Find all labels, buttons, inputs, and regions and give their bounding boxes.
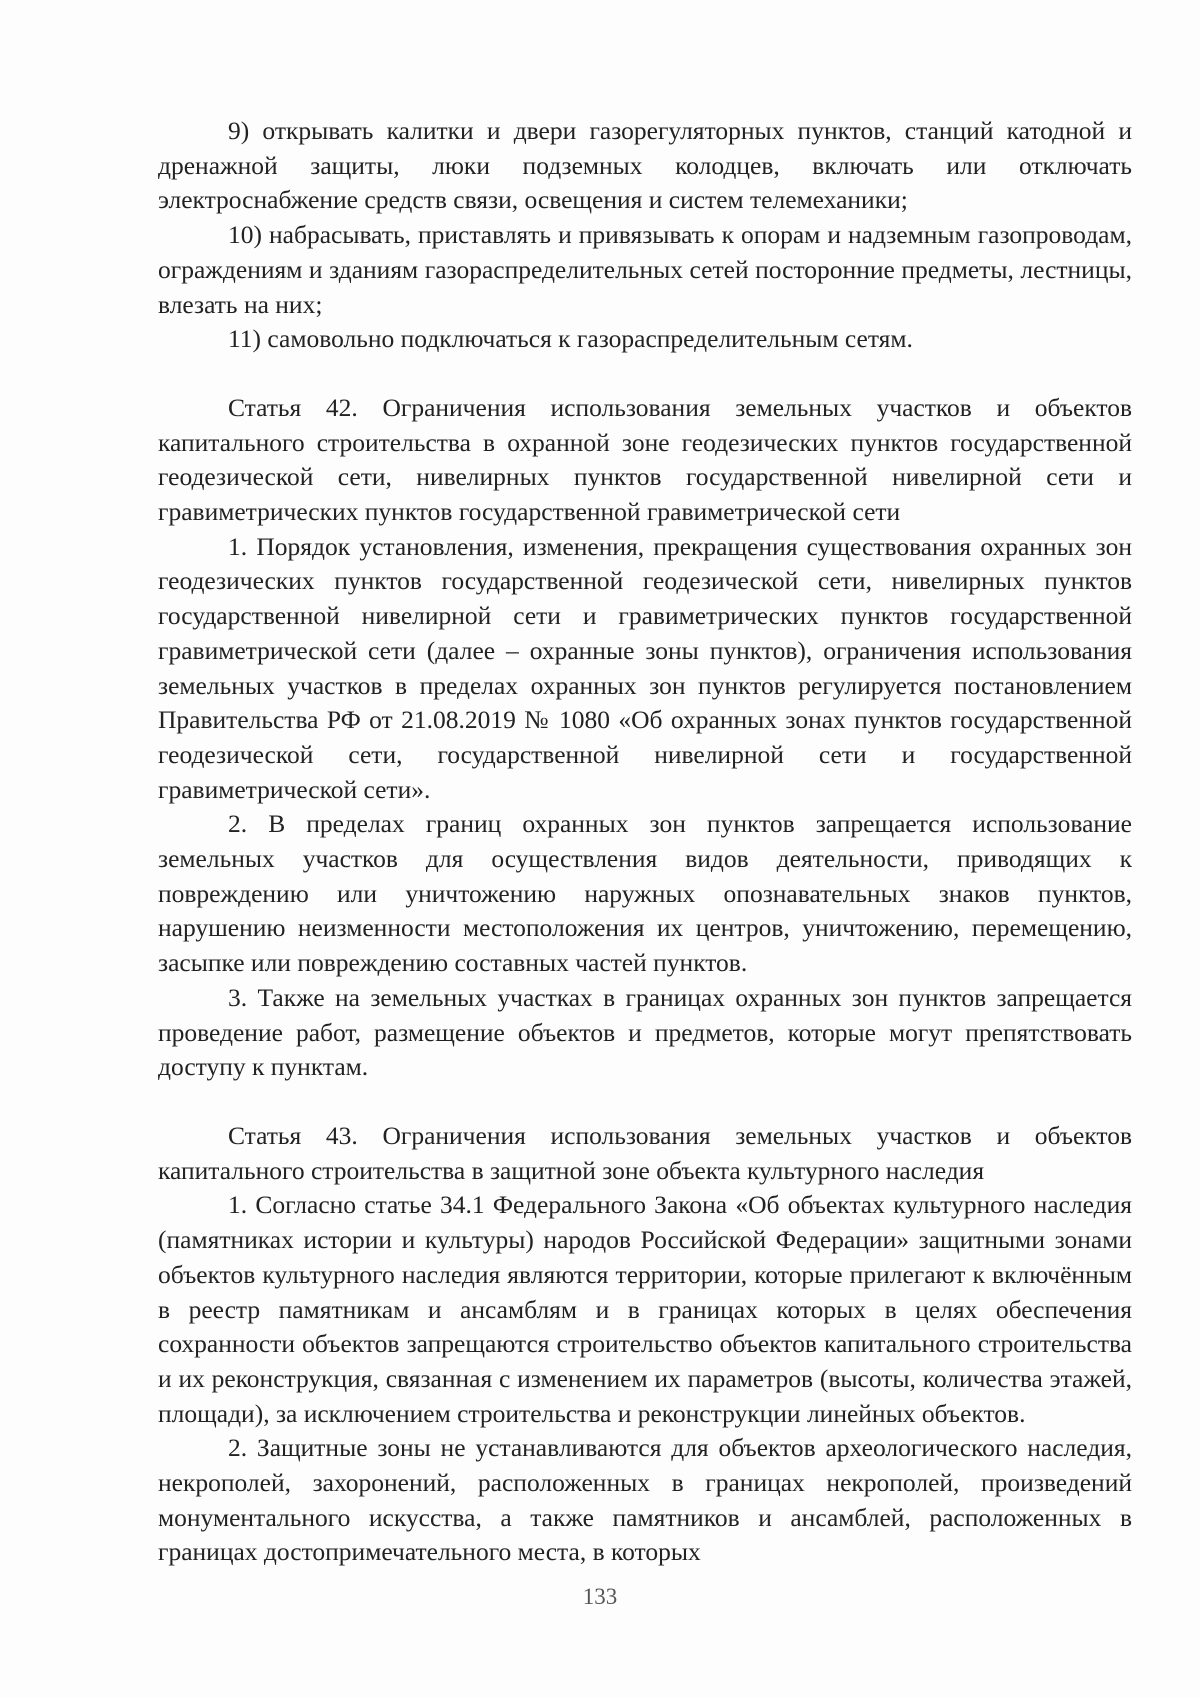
article-42-paragraph-2: 2. В пределах границ охранных зон пунктов запрещается использование земельных участков для осуществления видов деятельности, приводящих к повреждению или уничтожению наружных опознавательных знаков пунктов, нарушению неизменности местоположения их центров, уничтожению, перемещению, засыпке или повреждению составных частей пунктов. xyxy=(158,809,1132,978)
article-42-title: Статья 42. Ограничения использования земельных участков и объектов капитального строительства в охранной зоне геодезических пунктов государственной геодезической сети, нивелирных пунктов государственной нивелирной сети и гравиметрических пунктов государственной гравиметрической сети xyxy=(158,392,1132,527)
document-body xyxy=(158,114,1132,1570)
article-42-paragraph-3: 3. Также на земельных участках в границах охранных зон пунктов запрещается проведение работ, размещение объектов и предметов, которые могут препятствовать доступу к пунктам. xyxy=(158,982,1132,1082)
article-43-paragraph-1: 1. Согласно статье 34.1 Федерального Закона «Об объектах культурного наследия (памятниках истории и культуры) народов Российской Федерации» защитными зонами объектов культурного наследия являются территории, которые прилегают к включённым в реестр памятникам и ансамблям и в границах которых в целях обеспечения сохранности объектов запрещаются строительство объектов капитального строительства и их реконструкция, связанная с изменением их параметров (высоты, количества этажей, площади), за исключением строительства и реконструкции линейных объектов. xyxy=(158,1190,1132,1428)
section-gap xyxy=(158,1085,1132,1119)
article-43-paragraph-2: 2. Защитные зоны не устанавливаются для объектов археологического наследия, некрополей, захоронений, расположенных в границах некрополей, произведений монументального искусства, а также памятников и ансамблей, расположенных в границах достопримечательного места, в которых xyxy=(158,1433,1132,1567)
list-item-10: 10) набрасывать, приставлять и привязывать к опорам и надземным газопроводам, ограждениям и зданиям газораспределительных сетей посторонние предметы, лестницы, влезать на них; xyxy=(158,220,1132,319)
article-43-title: Статья 43. Ограничения использования земельных участков и объектов капитального строительства в защитной зоне объекта культурного наследия xyxy=(158,1120,1132,1185)
list-item-11: 11) самовольно подключаться к газораспределительным сетям. xyxy=(228,324,913,354)
page-number: 133 xyxy=(582,1584,618,1609)
list-item-9: 9) открывать калитки и двери газорегуляторных пунктов, станций катодной и дренажной защиты, люки подземных колодцев, включать или отключать электроснабжение средств связи, освещения и систем телемеханики; xyxy=(158,116,1132,215)
section-gap xyxy=(158,357,1132,391)
article-42-paragraph-1: 1. Порядок установления, изменения, прекращения существования охранных зон геодезических пунктов государственной геодезической сети, нивелирных пунктов государственной нивелирной сети и гравиметрических пунктов государственной гравиметрической сети (далее – охранные зоны пунктов), ограничения использования земельных участков в пределах охранных зон пунктов регулируется постановлением Правительства РФ от 21.08.2019 № 1080 «Об охранных зонах пунктов государственной геодезической сети, государственной нивелирной сети и государственной гравиметрической сети». xyxy=(158,531,1132,804)
